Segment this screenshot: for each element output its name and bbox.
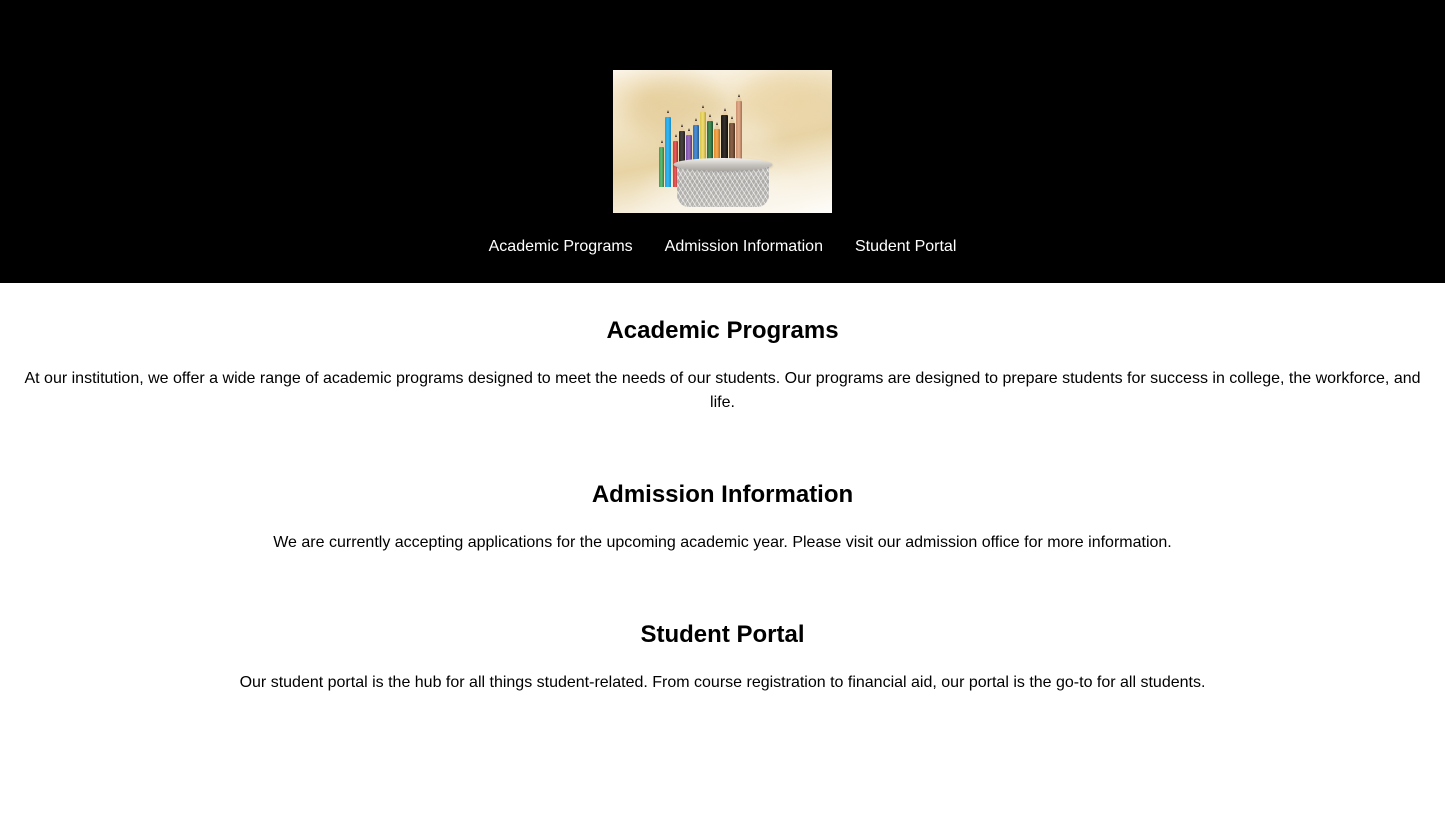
main-content — [0, 283, 1445, 727]
pencil-cup-rim — [673, 158, 772, 171]
section-title: Admission Information — [591, 481, 854, 508]
section-title: Academic Programs — [606, 317, 839, 344]
section-paragraph: We are currently accepting applications for the upcoming academic year. Please visit our admission office for more information. — [273, 534, 1172, 551]
pencil — [659, 147, 664, 187]
section-admission-information — [0, 447, 1445, 587]
nav-link-academic-programs[interactable]: Academic Programs — [488, 238, 633, 255]
section-academic-programs — [0, 283, 1445, 447]
nav-link-student-portal[interactable]: Student Portal — [854, 238, 957, 255]
site-header — [0, 0, 1445, 283]
section-student-portal — [0, 587, 1445, 727]
section-title: Student Portal — [640, 621, 805, 648]
pencils-photo-background — [613, 70, 832, 213]
section-paragraph: At our institution, we offer a wide range of academic programs designed to meet the needs of our students. Our programs are designed to prepare students for success in college, the workforce, and life. — [24, 370, 1421, 411]
pencil — [665, 117, 671, 187]
logo-container — [0, 70, 1445, 213]
main-navigation — [0, 213, 1445, 283]
institution-logo-image — [613, 70, 832, 213]
nav-link-admission-information[interactable]: Admission Information — [664, 238, 823, 255]
section-paragraph: Our student portal is the hub for all things student-related. From course registration to financial aid, our portal is the go-to for all students. — [239, 674, 1206, 691]
